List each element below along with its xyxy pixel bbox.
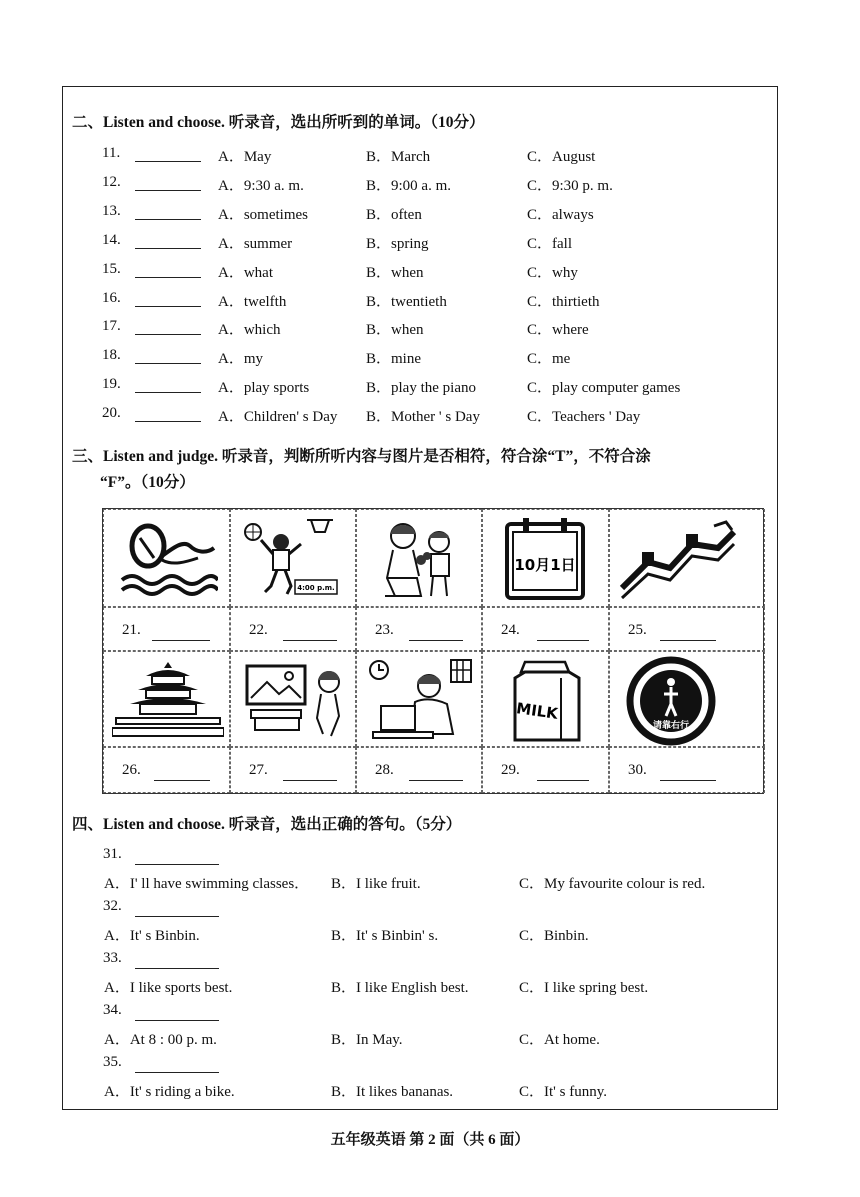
answer-blank[interactable] (135, 235, 201, 249)
question-number: 13. (102, 203, 121, 219)
question-number: 34. (103, 1002, 122, 1018)
page-footer: 五年级英语 第 2 面（共 6 面） (330, 1132, 530, 1148)
option-c: C．Binbin. (519, 928, 589, 944)
question-row (0, 145, 860, 169)
option-a: A．play sports (218, 380, 310, 396)
option-c: C．always (527, 207, 594, 223)
answer-blank-28[interactable] (409, 779, 463, 781)
answer-blank[interactable] (135, 148, 201, 162)
question-number-25: 25. (628, 622, 647, 638)
question-number-21: 21. (122, 622, 141, 638)
option-b: B．In May. (331, 1032, 403, 1048)
option-c: C．play computer games (527, 380, 681, 396)
answer-blank-22[interactable] (283, 639, 337, 641)
answer-blank-26[interactable] (154, 779, 210, 781)
answer-cell-22 (230, 607, 356, 651)
cell-mother-child (356, 509, 482, 607)
sign-text: 请靠右行 (652, 721, 690, 731)
question-row (0, 174, 860, 198)
option-a: A．I like sports best. (104, 980, 233, 996)
option-a: A．At 8 : 00 p. m. (104, 1032, 217, 1048)
answer-cell-30 (609, 747, 765, 793)
answer-blank[interactable] (135, 1019, 219, 1021)
question-number-29: 29. (501, 762, 520, 778)
cell-calendar (482, 509, 609, 607)
question-number: 32. (103, 898, 122, 914)
question-number: 14. (102, 232, 121, 248)
option-b: B．I like English best. (331, 980, 469, 996)
cell-milk (482, 651, 609, 747)
man-at-computer-icon (367, 658, 475, 744)
question-number-26: 26. (122, 762, 141, 778)
question-number-28: 28. (375, 762, 394, 778)
question-number: 17. (102, 318, 121, 334)
answer-blank-27[interactable] (283, 779, 337, 781)
question-number-24: 24. (501, 622, 520, 638)
question-number: 16. (102, 290, 121, 306)
option-a: A．twelfth (218, 294, 287, 310)
option-b: B．Mother ' s Day (366, 409, 480, 425)
answer-blank[interactable] (135, 863, 219, 865)
option-c: C．Teachers ' Day (527, 409, 641, 425)
answer-blank[interactable] (135, 350, 201, 364)
answer-blank[interactable] (135, 321, 201, 335)
question-number-27: 27. (249, 762, 268, 778)
option-c: C．I like spring best. (519, 980, 649, 996)
section2-heading: 二、Listen and choose. 听录音，选出所听到的单词。（10分） (72, 114, 485, 131)
milk-label: MILK (515, 699, 560, 723)
question-row (0, 232, 860, 256)
question-number-30: 30. (628, 762, 647, 778)
option-a: A．I' ll have swimming classes． (104, 876, 310, 892)
question-number: 18. (102, 347, 121, 363)
answer-cell-29 (482, 747, 609, 793)
question-number-22: 22. (249, 622, 268, 638)
question-number: 31. (103, 846, 122, 862)
option-b: B．play the piano (366, 380, 476, 396)
answer-blank[interactable] (135, 915, 219, 917)
option-c: C．At home. (519, 1032, 600, 1048)
cell-swimming (103, 509, 230, 607)
answer-cell-28 (356, 747, 482, 793)
section3-heading-line2: “F”。（10分） (100, 474, 195, 491)
question-row (0, 376, 860, 400)
answer-cell-27 (230, 747, 356, 793)
question-number: 12. (102, 174, 121, 190)
basketball-player-icon (241, 516, 347, 602)
watching-tv-icon (241, 658, 349, 744)
picture-grid (102, 508, 764, 794)
answer-blank-25[interactable] (660, 639, 716, 641)
option-b: B．9:00 a. m. (366, 178, 451, 194)
option-c: C．My favourite colour is red. (519, 876, 706, 892)
milk-carton-icon (507, 658, 587, 744)
option-c: C．9:30 p. m. (527, 178, 613, 194)
option-b: B．It likes bananas. (331, 1084, 454, 1100)
answer-blank-29[interactable] (537, 779, 589, 781)
question-row (0, 290, 860, 314)
answer-blank[interactable] (135, 379, 201, 393)
cell-great-wall (609, 509, 765, 607)
answer-blank-24[interactable] (537, 639, 589, 641)
cell-tv (230, 651, 356, 747)
question-number: 11. (102, 145, 121, 161)
answer-blank[interactable] (135, 408, 201, 422)
option-c: C．It' s funny. (519, 1084, 607, 1100)
option-a: A．which (218, 322, 281, 338)
clock-time-label: 4:00 p.m. (297, 584, 335, 592)
option-a: A．my (218, 351, 264, 367)
question-number: 33. (103, 950, 122, 966)
answer-cell-23 (356, 607, 482, 651)
answer-cell-24 (482, 607, 609, 651)
option-b: B．mine (366, 351, 421, 367)
question-row (0, 203, 860, 227)
answer-blank[interactable] (135, 264, 201, 278)
answer-cell-25 (609, 607, 765, 651)
mother-and-child-icon (373, 516, 469, 602)
calendar-icon (503, 516, 589, 602)
answer-cell-26 (103, 747, 230, 793)
option-b: B．when (366, 265, 424, 281)
option-b: B．twentieth (366, 294, 447, 310)
question-number: 20. (102, 405, 121, 421)
swimming-icon (118, 518, 218, 598)
answer-blank-23[interactable] (409, 639, 463, 641)
question-number-23: 23. (375, 622, 394, 638)
question-row (0, 347, 860, 371)
answer-blank[interactable] (135, 1071, 219, 1073)
answer-blank[interactable] (135, 206, 201, 220)
option-c: C．August (527, 149, 596, 165)
option-c: C．where (527, 322, 589, 338)
question-row (0, 318, 860, 342)
option-b: B．spring (366, 236, 429, 252)
option-a: A．Children' s Day (218, 409, 338, 425)
option-a: A．what (218, 265, 273, 281)
cell-sign (609, 651, 765, 747)
answer-blank[interactable] (135, 177, 201, 191)
temple-of-heaven-icon (112, 660, 224, 742)
option-c: C．fall (527, 236, 572, 252)
option-b: B．often (366, 207, 422, 223)
question-number: 15. (102, 261, 121, 277)
section4-heading: 四、Listen and choose. 听录音，选出正确的答句。（5分） (72, 816, 462, 833)
option-a: A．It' s riding a bike. (104, 1084, 235, 1100)
question-row (0, 261, 860, 285)
option-c: C．why (527, 265, 578, 281)
option-b: B．when (366, 322, 424, 338)
option-b: B．March (366, 149, 431, 165)
answer-blank-21[interactable] (152, 639, 210, 641)
answer-blank[interactable] (135, 967, 219, 969)
section3-heading-line1: 三、Listen and judge. 听录音，判断所听内容与图片是否相符，符合涂“T”，不符合涂 (72, 448, 651, 465)
option-c: C．thirtieth (527, 294, 600, 310)
option-a: A．sometimes (218, 207, 308, 223)
calendar-date-label: 10月1日 (514, 556, 576, 574)
question-number: 19. (102, 376, 121, 392)
answer-blank[interactable] (135, 293, 201, 307)
keep-right-sign-icon (626, 656, 716, 746)
option-c: C．me (527, 351, 571, 367)
option-a: A．9:30 a. m. (218, 178, 304, 194)
option-b: B．I like fruit. (331, 876, 421, 892)
cell-basketball (230, 509, 356, 607)
answer-blank-30[interactable] (660, 779, 716, 781)
option-a: A．May (218, 149, 272, 165)
cell-computer (356, 651, 482, 747)
cell-temple (103, 651, 230, 747)
great-wall-icon (618, 518, 738, 602)
question-number: 35. (103, 1054, 122, 1070)
option-a: A．summer (218, 236, 293, 252)
option-a: A．It' s Binbin. (104, 928, 200, 944)
answer-cell-21 (103, 607, 230, 651)
question-row (0, 405, 860, 429)
option-b: B．It' s Binbin' s. (331, 928, 439, 944)
